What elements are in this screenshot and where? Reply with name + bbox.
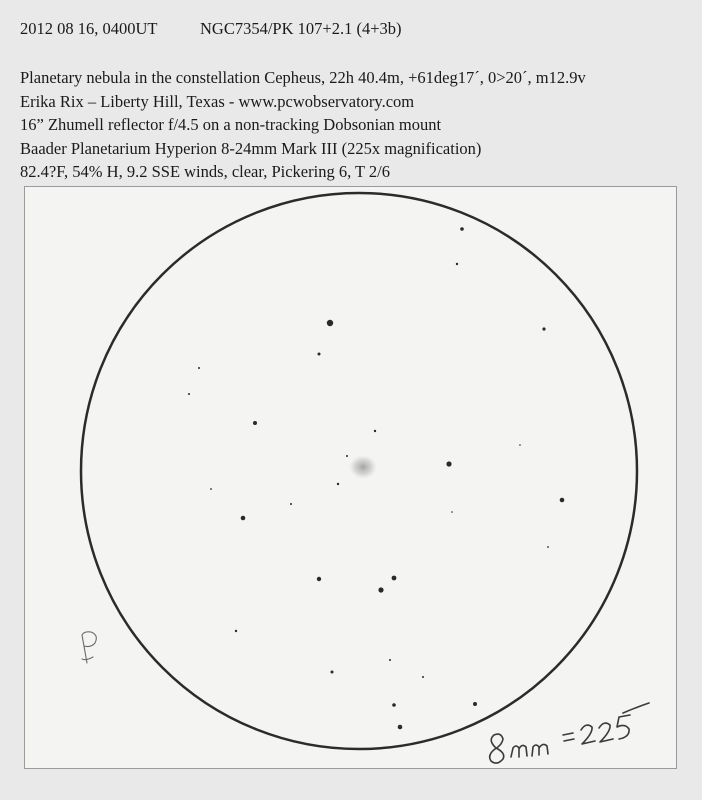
- star: [451, 511, 453, 513]
- sketch-card: [24, 186, 677, 769]
- direction-mark: [82, 632, 96, 663]
- observation-date-time: 2012 08 16, 0400UT: [20, 19, 158, 38]
- star: [318, 353, 321, 356]
- telescope-line: 16” Zhumell reflector f/4.5 on a non-tracking Dobsonian mount: [20, 115, 442, 134]
- magnification-note: [490, 703, 649, 763]
- observer-location-line: Erika Rix – Liberty Hill, Texas - www.pcwobservatory.com: [20, 91, 415, 111]
- star: [235, 630, 237, 632]
- star: [542, 327, 545, 330]
- star: [392, 576, 397, 581]
- star: [456, 263, 458, 265]
- observation-details: [20, 66, 586, 184]
- star: [198, 367, 200, 369]
- star: [446, 461, 451, 466]
- star: [398, 725, 403, 730]
- star: [460, 227, 464, 231]
- star: [337, 483, 339, 485]
- star: [253, 421, 257, 425]
- star: [210, 488, 212, 490]
- star: [519, 444, 521, 446]
- planetary-nebula: [349, 455, 377, 479]
- star: [392, 703, 396, 707]
- object-description-line: Planetary nebula in the constellation Cepheus, 22h 40.4m, +61deg17´, 0>20´, m12.9v: [20, 68, 586, 87]
- star: [317, 577, 321, 581]
- star: [346, 455, 348, 457]
- star: [547, 546, 549, 548]
- star: [327, 320, 333, 326]
- star: [374, 430, 376, 432]
- star: [389, 659, 391, 661]
- eyepiece-line: Baader Planetarium Hyperion 8-24mm Mark III (225x magnification): [20, 138, 482, 158]
- star: [473, 702, 477, 706]
- conditions-line: 82.4?F, 54% H, 9.2 SSE winds, clear, Pickering 6, T 2/6: [20, 162, 391, 181]
- star: [331, 671, 334, 674]
- header-line: [20, 19, 402, 39]
- star-field: [188, 227, 564, 729]
- star: [241, 516, 246, 521]
- eyepiece-sketch: [25, 187, 678, 770]
- star: [378, 587, 383, 592]
- object-designation: NGC7354/PK 107+2.1 (4+3b): [200, 19, 402, 38]
- star: [422, 676, 424, 678]
- star: [290, 503, 292, 505]
- star: [560, 498, 565, 503]
- star: [188, 393, 190, 395]
